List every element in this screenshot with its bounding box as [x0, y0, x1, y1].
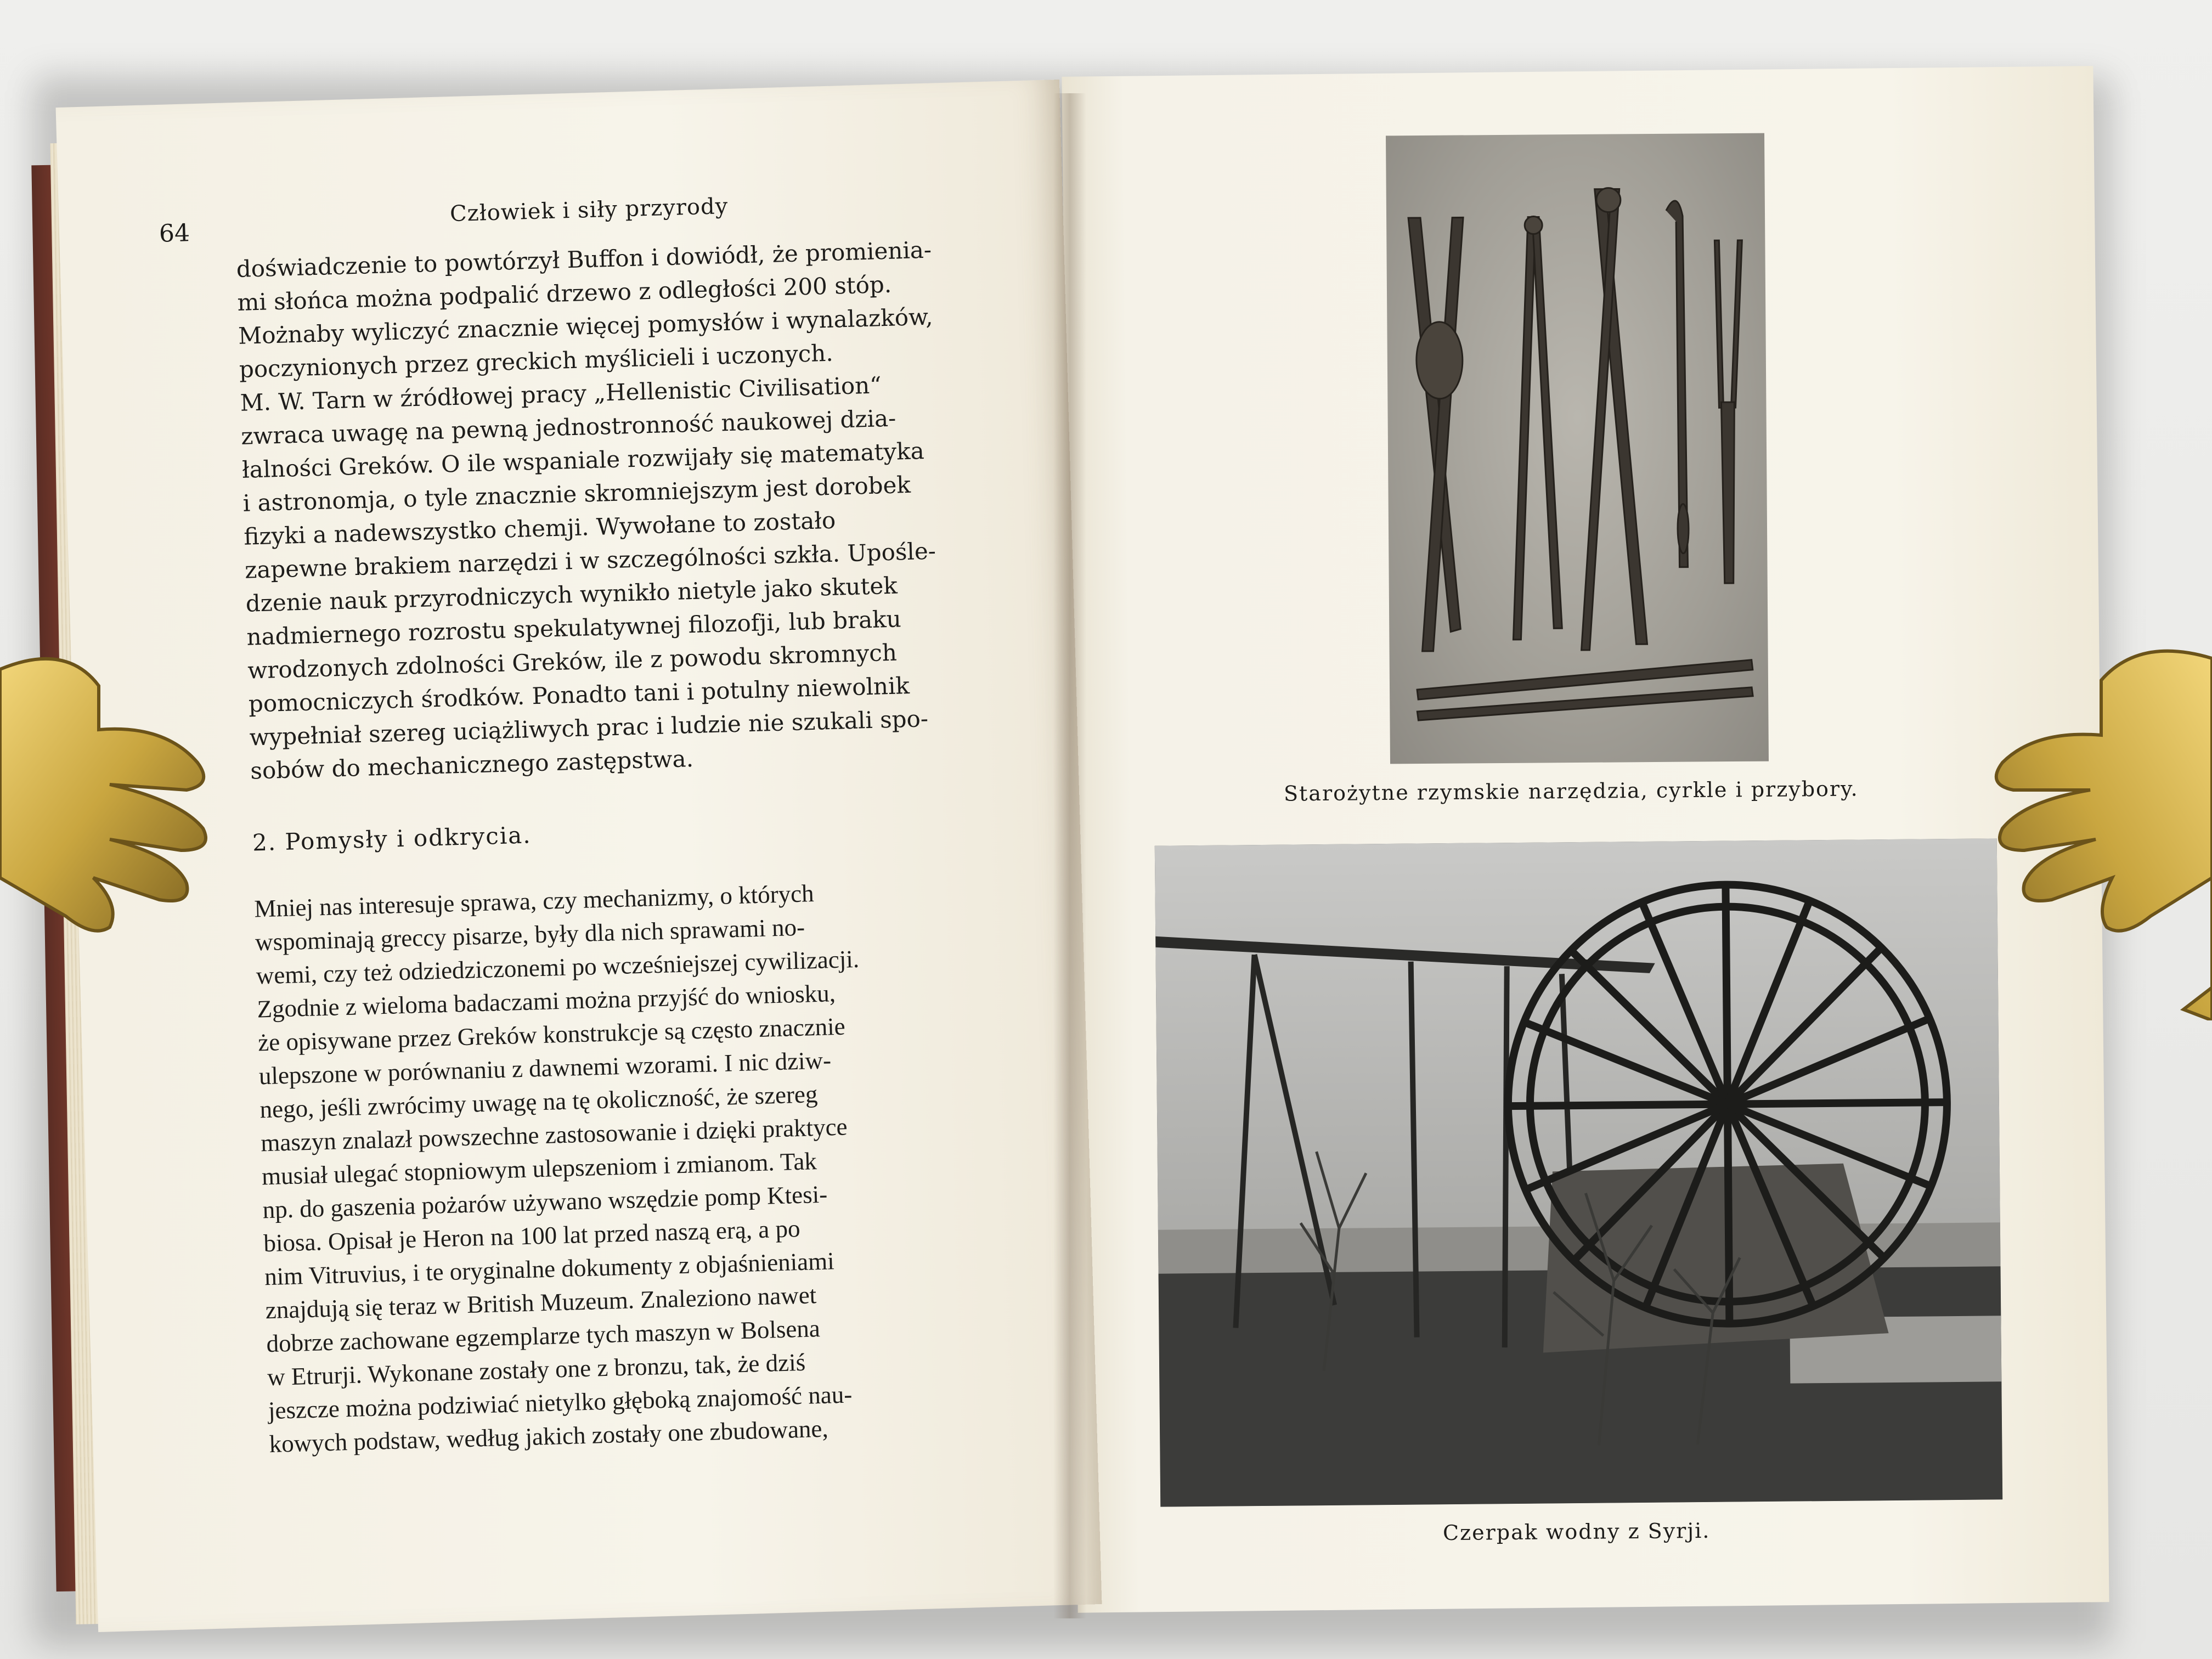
text-line: fizyki a nadewszystko chemji. Wywołane to zostało [243, 506, 836, 550]
figure-caption-tools: Starożytne rzymskie narzędzia, cyrkle i przybory. [1283, 776, 1859, 806]
text-line: wypełniał szereg uciążliwych prac i ludzie nie szukali spo- [249, 705, 929, 751]
text-line: M. W. Tarn w źródłowej pracy „Hellenistic Civilisation“ [239, 371, 882, 416]
text-line: i astronomja, o tyle znacznie skromniejszym jest dorobek [242, 471, 911, 517]
text-line: poczynionych przez greckich myślicieli i uczonych. [239, 339, 834, 383]
brass-hand-left-icon [0, 620, 230, 982]
paragraph-2 [240, 366, 975, 788]
text-line: ulepszone w porównaniu z dawnemi wzorami. I nic dziw- [258, 1046, 832, 1090]
brass-hand-left [0, 620, 230, 982]
tools-illustration [1386, 133, 1769, 764]
text-line: znajdują się teraz w British Muzeum. Znaleziono nawet [265, 1281, 817, 1324]
water-wheel-photo [1155, 838, 2002, 1506]
water-wheel-illustration [1155, 838, 2002, 1506]
book-gutter [1053, 93, 1086, 1618]
text-line: musiał ulegać stopniowym ulepszeniom i zmianom. Tak [261, 1147, 817, 1190]
text-line: łalności Greków. O ile wspaniale rozwijały się matematyka [241, 437, 925, 483]
text-line: Zgodnie z wieloma badaczami można przyjść do wniosku, [256, 979, 836, 1023]
text-line: sobów do mechanicznego zastępstwa. [250, 745, 694, 785]
text-line: w Etrurji. Wykonane zostały one z bronzu, tak, że dziś [267, 1348, 806, 1391]
text-line: Możnaby wyliczyć znacznie więcej pomysłów i wynalazków, [238, 303, 933, 349]
text-line: nadmiernego rozrostu spekulatywnej filozofji, lub braku [246, 605, 902, 651]
brass-hand-right-icon [1975, 625, 2212, 1020]
text-line: doświadczenie to powtórzył Buffon i dowiódł, że promienia- [236, 236, 932, 283]
roman-tools-photo [1386, 133, 1769, 764]
figure-caption-water-wheel: Czerpak wodny z Syrji. [1442, 1518, 1711, 1545]
paragraph-1 [236, 232, 963, 386]
text-line: zapewne brakiem narzędzi i w szczególności szkła. Upośle- [244, 537, 936, 584]
brass-hand-right [1975, 625, 2212, 1020]
text-line: np. do gaszenia pożarów używano wszędzie pomp Ktesi- [262, 1180, 828, 1224]
text-line: zwraca uwagę na pewną jednostronność naukowej dzia- [240, 404, 896, 450]
left-page-text [236, 232, 994, 1461]
running-head: Człowiek i siły przyrody [449, 193, 729, 227]
text-line: wspominają greccy pisarze, były dla nich sprawami no- [255, 913, 805, 956]
text-line: biosa. Opisał je Heron na 100 lat przed naszą erą, a po [263, 1214, 801, 1257]
text-line: nego, jeśli zwrócimy uwagę na tę okoliczność, że szereg [259, 1080, 819, 1124]
text-line: dzenie nauk przyrodniczych wynikło nietyle jako skutek [245, 572, 898, 617]
text-line: nim Vitruvius, i te oryginalne dokumenty z objaśnieniami [264, 1247, 835, 1291]
text-line: jeszcze można podziwiać nietylko głęboką znajomość nau- [268, 1380, 853, 1425]
text-line: że opisywane przez Greków konstrukcje są często znacznie [257, 1012, 846, 1057]
text-line: mi słońca można podpalić drzewo z odległości 200 stóp. [236, 270, 892, 316]
text-line: Mniej nas interesuje sprawa, czy mechanizmy, o których [253, 879, 815, 923]
text-line: maszyn znalazł powszechne zastosowanie i dzięki praktyce [260, 1113, 848, 1157]
section-heading: 2. Pomysły i odkrycia. [252, 821, 532, 856]
text-line: kowych podstaw, według jakich zostały one zbudowane, [268, 1414, 829, 1458]
text-line: wemi, czy też odziedziczonemi po wcześniejszej cywilizacji. [256, 945, 860, 990]
page-number: 64 [159, 219, 190, 248]
paragraph-3 [254, 872, 994, 1461]
text-line: dobrze zachowane egzemplarze tych maszyn w Bolsena [266, 1314, 821, 1358]
text-line: wrodzonych zdolności Greków, ile z powodu skromnych [247, 639, 898, 684]
text-line: pomocniczych środków. Ponadto tani i potulny niewolnik [248, 672, 910, 718]
